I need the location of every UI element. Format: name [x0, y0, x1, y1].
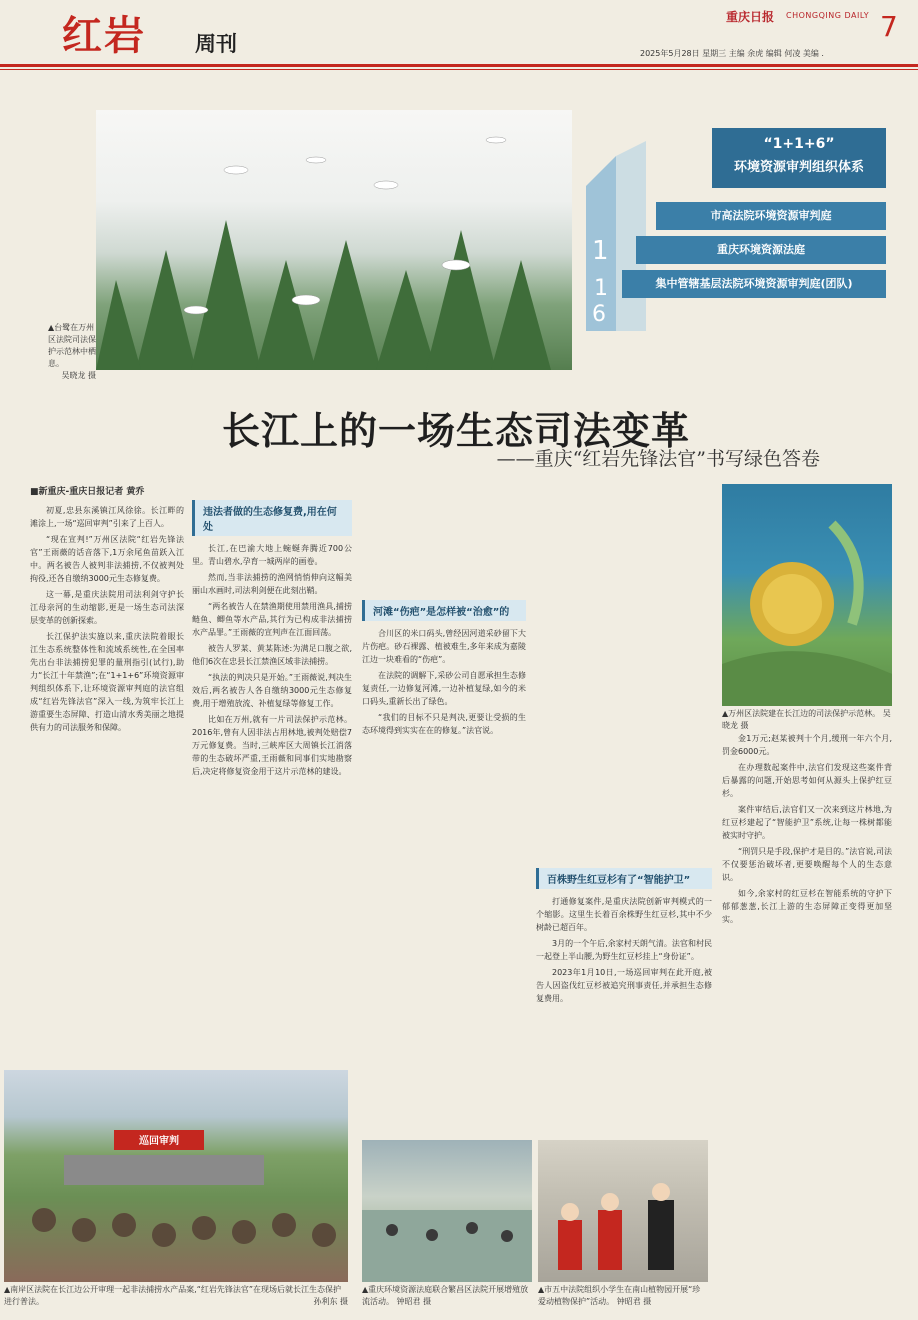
aerial-forest-photo [722, 484, 892, 706]
photo-credit: 吴晓龙 摄 [61, 371, 96, 380]
section-body [192, 542, 352, 778]
infographic-title-box [712, 128, 886, 188]
tier-number-2: 1 [594, 276, 608, 301]
paper-masthead: 重庆日报 [726, 10, 775, 24]
riverside-trial-illustration [4, 1070, 348, 1282]
river-photo-caption [362, 1284, 532, 1308]
caption-text: ▲台鹭在万州区法院司法保护示范林中栖息。 [48, 323, 96, 368]
header-rule [0, 64, 918, 67]
body-paragraph: 案件审结后,法官们又一次来到这片林地,为红豆杉建起了“智能护卫”系统,让每一株树都能被实时守护。 [722, 805, 892, 840]
body-paragraph: 在法院的调解下,采砂公司自愿承担生态修复责任,一边修复河滩,一边补植复绿,如今的米口码头,重新长出了绿色。 [362, 671, 526, 706]
body-paragraph: 2023年1月10日,一场巡回审判在此开庭,被告人因盗伐红豆杉被追究刑事责任,并承担生态修复费用。 [536, 968, 712, 1003]
intro-paragraph: 初夏,忠县东溪镇江风徐徐。长江畔的滩涂上,一场“巡回审判”引来了上百人。 [30, 506, 184, 528]
caption-text: ▲南岸区法院在长江边公开审理一起非法捕捞水产品案,“红岩先锋法官”在现场后就长江生态保护进行普法。 [4, 1285, 341, 1306]
caption-text: ▲市五中法院组织小学生在南山植物园开展“珍爱动植物保护”活动。 [538, 1285, 701, 1306]
dateline: 2025年5月28日 星期三 主编 余虎 编辑 何凌 美编 . [640, 49, 824, 58]
infographic-title-line2: 环境资源审判组织体系 [733, 160, 864, 175]
article-subheadline: ——重庆“红岩先锋法官”书写绿色答卷 [496, 448, 820, 470]
body-paragraph: 合川区的米口码头,曾经因河道采砂留下大片伤疤。砂石裸露、植被难生,多年来成为嘉陵江边一块难看的“伤疤”。 [362, 629, 526, 664]
intro-paragraph: 这一幕,是重庆法院用司法利剑守护长江母亲河的生动缩影,更是一场生态司法深层变革的创新探索。 [30, 590, 184, 625]
body-paragraph: 长江,在巴渝大地上蜿蜒奔腾近700公里。青山碧水,孕育一城两岸的画卷。 [192, 544, 352, 566]
body-paragraph: 金1万元;赵某被判十个月,缓刑一年六个月,罚金6000元。 [722, 734, 892, 756]
tier-bar-municipal: 市高法院环境资源审判庭 [656, 202, 886, 230]
egret-forest-photo [96, 110, 572, 370]
classroom-photo [538, 1140, 708, 1282]
section-subtitle: 周刊 [195, 32, 237, 56]
photo-credit: 吴晓龙 摄 [722, 709, 891, 730]
article-headline: 长江上的一场生态司法变革 [221, 408, 690, 453]
body-paragraph: “刑罚只是手段,保护才是目的。”法官说,司法不仅要惩治破坏者,更要唤醒每个人的生态意识。 [722, 847, 892, 882]
body-paragraph: 3月的一个午后,余家村天朗气清。法官和村民一起登上半山腰,为野生红豆杉挂上“身份证”。 [536, 939, 712, 961]
riverside-trial-photo [4, 1070, 348, 1282]
intro-paragraph: “现在宣判!”万州区法院“红岩先锋法官”王雨薇的话音落下,1万余尾鱼苗跃入江中。两名被告人被判非法捕捞,不仅被判处拘役,还各自缴纳3000元生态修复费。 [30, 535, 184, 583]
aerial-photo-caption [722, 708, 892, 732]
header-rule-thin [0, 69, 918, 70]
section-heading: 百株野生红豆杉有了“智能护卫” [536, 868, 712, 889]
infographic-title-line1: “1+1+6” [763, 136, 835, 152]
section-body [362, 627, 526, 737]
body-paragraph: “执法的判决只是开始。”王雨薇说,判决生效后,两名被告人各自缴纳3000元生态修复费,用于增殖放流、补植复绿等修复工作。 [192, 673, 352, 708]
paper-masthead-en: CHONGQING DAILY [786, 11, 870, 20]
body-paragraph: 比如在万州,就有一片司法保护示范林。2016年,曾有人因非法占用林地,被判处赔偿7万元修复费。当时,三峡库区大周镇长江消落带的生态破坏严重,王雨薇和同事们实地勘察后,决定将修复资金用于这片示范林的建设。 [192, 715, 352, 776]
top-photo-caption [48, 322, 96, 382]
section-2-column [362, 600, 526, 740]
section-body [536, 895, 712, 1005]
section-1-column [192, 500, 352, 781]
section-heading: 违法者做的生态修复费,用在何处 [192, 500, 352, 536]
photo-credit: 孙利东 摄 [313, 1297, 348, 1306]
intro-paragraph: 长江保护法实施以来,重庆法院着眼长江生态系统整体性和流域系统性,在全国率先出台非法捕捞犯罪的量刑指引(试行),助力“长江十年禁渔”;在“1+1+6”环境资源审判组织体系下,让环境资源审判庭的法官组成“红岩先锋法官”深入一线,为筑牢长江上游重要生态屏障、打造山清水秀美丽之地提供有力的司法服务和保障。 [30, 632, 184, 732]
section-brand-title: 红岩 [62, 12, 146, 59]
trial-banner: 巡回审判 [139, 1136, 179, 1147]
intro-column [30, 504, 184, 737]
classroom-photo-caption [538, 1284, 708, 1308]
body-paragraph: 如今,余家村的红豆杉在智能系统的守护下郁郁葱葱,长江上游的生态屏障正变得更加坚实。 [722, 889, 892, 924]
fish-release-illustration [362, 1140, 532, 1282]
photo-credit: 钟昭君 摄 [396, 1297, 432, 1306]
fish-release-photo [362, 1140, 532, 1282]
judicial-system-infographic [586, 116, 886, 331]
caption-text: ▲万州区法院建在长江边的司法保护示范林。 [722, 709, 881, 718]
byline: ■新重庆-重庆日报记者 黄乔 [30, 487, 145, 497]
egret-forest-illustration [96, 110, 572, 370]
section-heading: 河滩“伤疤”是怎样被“治愈”的 [362, 600, 526, 621]
photo-credit: 钟昭君 摄 [616, 1297, 652, 1306]
body-paragraph: “两名被告人在禁渔期使用禁用渔具,捕捞鲢鱼、鲫鱼等水产品,其行为已构成非法捕捞水产品罪。”王雨薇的宣判声在江面回荡。 [192, 602, 352, 637]
page-number: 7 [880, 10, 898, 43]
caption-text: ▲重庆环境资源法庭联合繁昌区法院开展增殖放流活动。 [362, 1285, 529, 1306]
classroom-illustration [538, 1140, 708, 1282]
body-paragraph: 然而,当非法捕捞的渔网悄悄伸向这幅美丽山水画时,司法利剑便在此刻出鞘。 [192, 573, 352, 595]
body-paragraph: 被告人罗某、黄某陈述:为满足口腹之欲,他们6次在忠县长江禁渔区域非法捕捞。 [192, 644, 352, 666]
right-column [722, 732, 892, 929]
body-paragraph: “我们的目标不只是判决,更要让受损的生态环境得到实实在在的修复。”法官说。 [362, 713, 526, 735]
section-3-column [536, 868, 712, 1008]
aerial-illustration [722, 484, 892, 706]
tier-number-3: 6 [592, 302, 606, 327]
tier-bar-grassroots: 集中管辖基层法院环境资源审判庭(团队) [622, 270, 886, 298]
stage-photo-caption [4, 1284, 348, 1308]
tier-bar-chongqing: 重庆环境资源法庭 [636, 236, 886, 264]
body-paragraph: 打通修复案件,是重庆法院创新审判模式的一个缩影。这里生长着百余株野生红豆杉,其中不少树龄已超百年。 [536, 897, 712, 932]
body-paragraph: 在办理数起案件中,法官们发现这些案件背后暴露的问题,开始思考如何从源头上保护红豆杉。 [722, 763, 892, 798]
tier-number-1: 1 [592, 236, 609, 266]
